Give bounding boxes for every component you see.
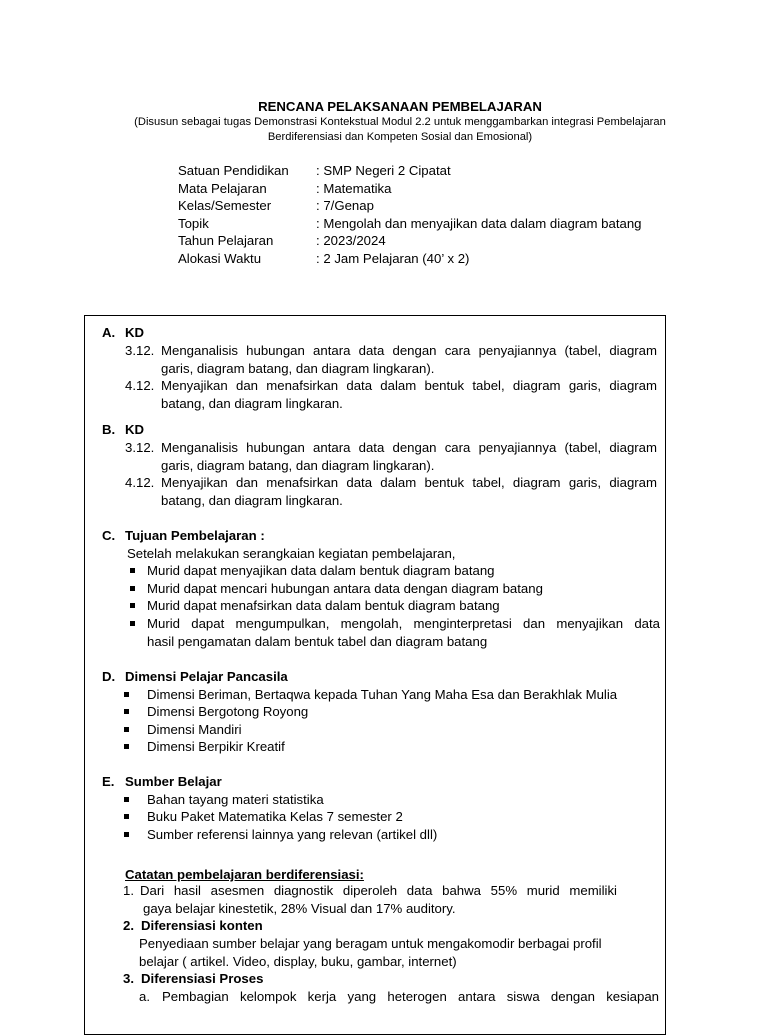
bullet-icon bbox=[124, 709, 129, 714]
info-row bbox=[178, 162, 642, 180]
list-item-text: Dimensi Bergotong Royong bbox=[147, 704, 309, 719]
identity-table bbox=[178, 162, 642, 267]
kd-line: Menganalisis hubungan antara data dengan cara penyajiannya (tabel, diagram bbox=[161, 343, 657, 358]
note-1-number: 1. bbox=[123, 883, 134, 898]
section-title: Dimensi Pelajar Pancasila bbox=[125, 669, 288, 684]
kd-line: garis, diagram batang, dan diagram lingkaran). bbox=[161, 360, 435, 376]
info-label: Alokasi Waktu bbox=[178, 250, 262, 266]
section-title: Tujuan Pembelajaran : bbox=[125, 528, 265, 543]
kd-number: 4.12. bbox=[125, 475, 155, 490]
page-title: RENCANA PELAKSANAAN PEMBELAJARAN bbox=[258, 99, 542, 114]
note-3-title: Diferensiasi Proses bbox=[141, 971, 264, 986]
note-2-line-1: Penyediaan sumber belajar yang beragam untuk mengakomodir berbagai profil bbox=[139, 936, 602, 951]
section-letter: D. bbox=[102, 669, 116, 684]
section-letter: B. bbox=[102, 422, 116, 437]
bullet-icon bbox=[130, 603, 135, 608]
bullet-icon bbox=[130, 568, 135, 573]
bullet-icon bbox=[124, 692, 129, 697]
info-row bbox=[178, 197, 642, 215]
bullet-icon bbox=[124, 727, 129, 732]
info-value: : 7/Genap bbox=[316, 198, 374, 213]
info-label: Satuan Pendidikan bbox=[178, 163, 289, 178]
section-d-heading bbox=[102, 668, 288, 686]
info-value: : Mengolah dan menyajikan data dalam diagram batang bbox=[316, 215, 642, 231]
section-b-heading bbox=[102, 421, 144, 439]
list-item-text: Dimensi Beriman, Bertaqwa kepada Tuhan Yang Maha Esa dan Berakhlak Mulia bbox=[147, 687, 618, 702]
bullet-icon bbox=[130, 586, 135, 591]
list-item bbox=[130, 562, 660, 580]
kd-number: 4.12. bbox=[125, 378, 155, 393]
kd-line: Menganalisis hubungan antara data dengan cara penyajiannya (tabel, diagram bbox=[161, 440, 657, 455]
kd-item bbox=[125, 474, 657, 509]
section-title: KD bbox=[125, 325, 145, 340]
section-title: KD bbox=[125, 422, 145, 437]
subtitle-line-2: Berdiferensiasi dan Kompeten Sosial dan Emosional) bbox=[267, 131, 533, 143]
list-item-text: Bahan tayang materi statistika bbox=[147, 792, 324, 807]
subtitle-line-1: (Disusun sebagai tugas Demonstrasi Kontekstual Modul 2.2 untuk menggambarkan integrasi Pembelajaran bbox=[134, 116, 666, 128]
kd-line: Menyajikan dan menafsirkan data dalam bentuk tabel, diagram garis, diagram bbox=[161, 378, 657, 393]
kd-number: 3.12. bbox=[125, 440, 155, 455]
note-1-line-1: Dari hasil asesmen diagnostik diperoleh data bahwa 55% murid memiliki bbox=[140, 883, 617, 898]
kd-line: batang, dan diagram lingkaran. bbox=[161, 395, 343, 411]
list-item-text: Dimensi Berpikir Kreatif bbox=[147, 739, 285, 754]
info-value: : 2 Jam Pelajaran (40’ x 2) bbox=[316, 250, 470, 266]
info-row bbox=[178, 180, 642, 198]
list-item-text: Murid dapat menyajikan data dalam bentuk diagram batang bbox=[147, 563, 495, 578]
section-e-heading bbox=[102, 773, 222, 791]
list-item-text: Sumber referensi lainnya yang relevan (artikel dll) bbox=[147, 827, 438, 842]
list-item-text: Murid dapat menafsirkan data dalam bentuk diagram batang bbox=[147, 598, 500, 613]
note-1-line-2: gaya belajar kinestetik, 28% Visual dan 17% auditory. bbox=[143, 901, 456, 916]
info-row bbox=[178, 232, 642, 250]
list-item bbox=[124, 791, 654, 809]
info-value: : Matematika bbox=[316, 180, 392, 196]
info-row bbox=[178, 215, 642, 233]
list-item bbox=[130, 597, 660, 615]
list-item bbox=[130, 615, 660, 650]
list-item-text: Murid dapat mengumpulkan, mengolah, menginterpretasi dan menyajikan data bbox=[147, 616, 660, 631]
list-item bbox=[124, 738, 654, 756]
list-item-text: Murid dapat mencari hubungan antara data dengan diagram batang bbox=[147, 581, 543, 596]
section-c-intro: Setelah melakukan serangkaian kegiatan pembelajaran, bbox=[127, 546, 456, 561]
list-item bbox=[124, 703, 654, 721]
bullet-icon bbox=[124, 832, 129, 837]
section-letter: A. bbox=[102, 325, 116, 340]
info-label: Topik bbox=[178, 215, 209, 231]
info-label: Mata Pelajaran bbox=[178, 180, 267, 196]
bullet-icon bbox=[130, 621, 135, 626]
kd-line: batang, dan diagram lingkaran. bbox=[161, 492, 343, 508]
note-2-title: Diferensiasi konten bbox=[141, 918, 263, 933]
list-item bbox=[124, 808, 654, 826]
note-3a-letter: a. bbox=[139, 989, 150, 1004]
note-3-number: 3. bbox=[123, 971, 134, 986]
section-title: Sumber Belajar bbox=[125, 774, 222, 789]
notes-heading: Catatan pembelajaran berdiferensiasi: bbox=[125, 867, 364, 882]
info-value: : 2023/2024 bbox=[316, 233, 386, 248]
bullet-icon bbox=[124, 797, 129, 802]
note-3a-line-1: Pembagian kelompok kerja yang heterogen antara siswa dengan kesiapan bbox=[162, 989, 659, 1004]
page-subtitle bbox=[0, 115, 768, 145]
list-item bbox=[124, 826, 654, 844]
info-label: Kelas/Semester bbox=[178, 198, 272, 213]
note-2-line-2: belajar ( artikel. Video, display, buku, gambar, internet) bbox=[139, 954, 457, 969]
kd-line: Menyajikan dan menafsirkan data dalam bentuk tabel, diagram garis, diagram bbox=[161, 475, 657, 490]
kd-number: 3.12. bbox=[125, 343, 155, 358]
info-label: Tahun Pelajaran bbox=[178, 233, 274, 248]
info-row bbox=[178, 250, 642, 268]
list-item bbox=[124, 721, 654, 739]
note-2-number: 2. bbox=[123, 918, 134, 933]
section-a-heading bbox=[102, 324, 144, 342]
list-item bbox=[124, 686, 654, 704]
kd-item bbox=[125, 342, 657, 377]
list-item-text: hasil pengamatan dalam bentuk tabel dan diagram batang bbox=[147, 633, 488, 649]
section-letter: E. bbox=[102, 774, 115, 789]
kd-item bbox=[125, 377, 657, 412]
section-letter: C. bbox=[102, 528, 116, 543]
list-item-text: Dimensi Mandiri bbox=[147, 722, 242, 737]
info-value: : SMP Negeri 2 Cipatat bbox=[316, 163, 451, 178]
bullet-icon bbox=[124, 814, 129, 819]
section-c-heading bbox=[102, 527, 265, 545]
list-item-text: Buku Paket Matematika Kelas 7 semester 2 bbox=[147, 809, 403, 824]
list-item bbox=[130, 580, 660, 598]
bullet-icon bbox=[124, 744, 129, 749]
kd-line: garis, diagram batang, dan diagram lingkaran). bbox=[161, 457, 435, 473]
kd-item bbox=[125, 439, 657, 474]
